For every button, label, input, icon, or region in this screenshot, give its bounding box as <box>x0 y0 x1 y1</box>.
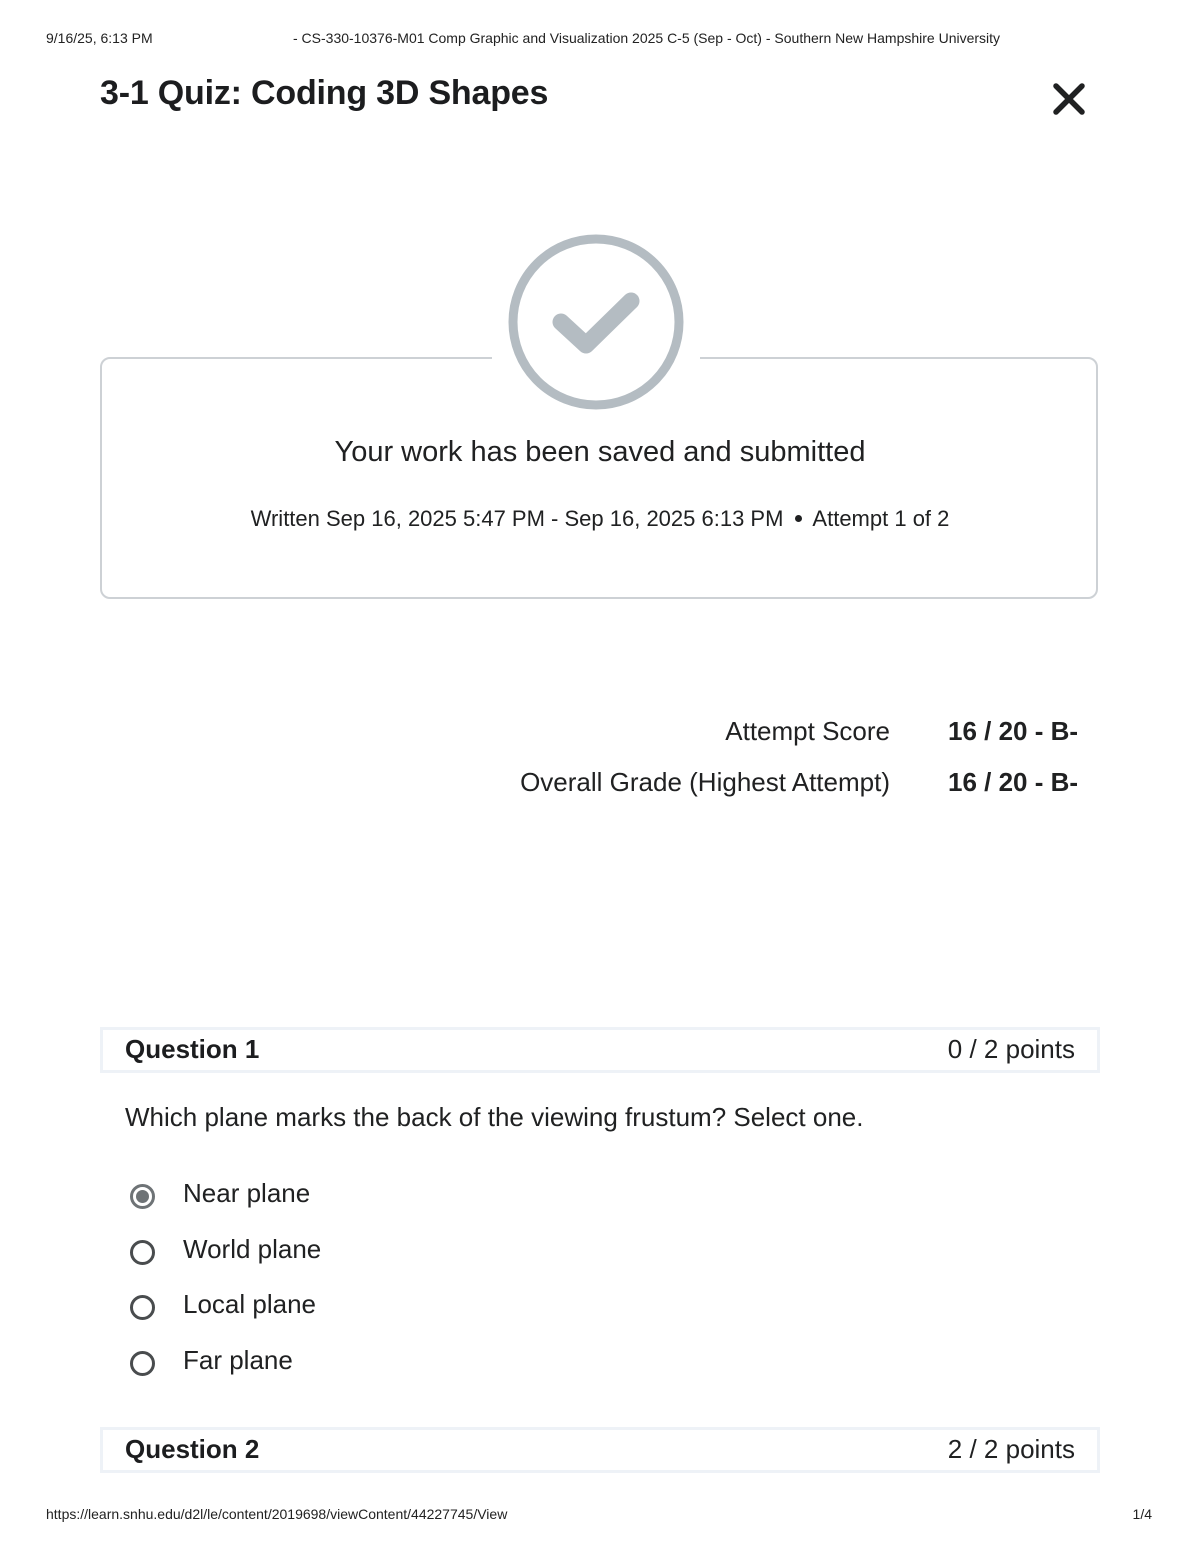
question-1-option-world-plane[interactable] <box>130 1236 530 1272</box>
radio-unselected-icon[interactable] <box>130 1351 155 1376</box>
written-range: Written Sep 16, 2025 5:47 PM - Sep 16, 2025 6:13 PM <box>250 506 784 531</box>
question-1-option-far-plane[interactable] <box>130 1347 530 1383</box>
overall-grade-label: Overall Grade (Highest Attempt) <box>520 767 890 797</box>
overall-grade-row <box>0 767 1200 801</box>
submission-meta <box>0 506 1200 532</box>
attempt-count: Attempt 1 of 2 <box>812 506 950 531</box>
question-1-option-local-plane[interactable] <box>130 1291 530 1327</box>
print-page-number: 1/4 <box>1132 1506 1152 1522</box>
print-header <box>46 30 1154 50</box>
print-document-title: - CS-330-10376-M01 Comp Graphic and Visualization 2025 C-5 (Sep - Oct) - Southern New Hampshire University <box>293 30 1001 46</box>
check-circle-icon <box>504 230 688 414</box>
question-1-points: 0 / 2 points <box>947 1034 1075 1064</box>
question-1-option-near-plane[interactable] <box>130 1180 530 1216</box>
option-label: Near plane <box>183 1178 311 1208</box>
print-datetime: 9/16/25, 6:13 PM <box>46 30 153 46</box>
close-icon <box>1048 78 1090 120</box>
page-title: 3-1 Quiz: Coding 3D Shapes <box>100 74 549 112</box>
radio-unselected-icon[interactable] <box>130 1295 155 1320</box>
option-label: Local plane <box>183 1289 316 1319</box>
overall-grade-value: 16 / 20 - B- <box>948 767 1079 797</box>
attempt-score-label: Attempt Score <box>725 716 890 746</box>
option-label: World plane <box>183 1234 322 1264</box>
submission-message: Your work has been saved and submitted <box>334 436 866 468</box>
close-button[interactable] <box>1048 78 1090 120</box>
attempt-score-value: 16 / 20 - B- <box>948 716 1079 746</box>
question-1-title: Question 1 <box>125 1034 260 1064</box>
submission-status-badge <box>492 228 700 416</box>
radio-selected-icon[interactable] <box>130 1184 155 1209</box>
question-2-points: 2 / 2 points <box>947 1434 1075 1464</box>
question-2-header <box>100 1427 1100 1473</box>
question-1-prompt: Which plane marks the back of the viewing frustum? Select one. <box>125 1102 864 1132</box>
question-1-header <box>100 1027 1100 1073</box>
radio-unselected-icon[interactable] <box>130 1240 155 1265</box>
question-2-title: Question 2 <box>125 1434 260 1464</box>
separator-dot <box>795 515 802 522</box>
print-footer <box>46 1506 1152 1526</box>
option-label: Far plane <box>183 1345 293 1375</box>
print-url: https://learn.snhu.edu/d2l/le/content/2019698/viewContent/44227745/View <box>46 1506 508 1522</box>
attempt-score-row <box>0 716 1200 750</box>
